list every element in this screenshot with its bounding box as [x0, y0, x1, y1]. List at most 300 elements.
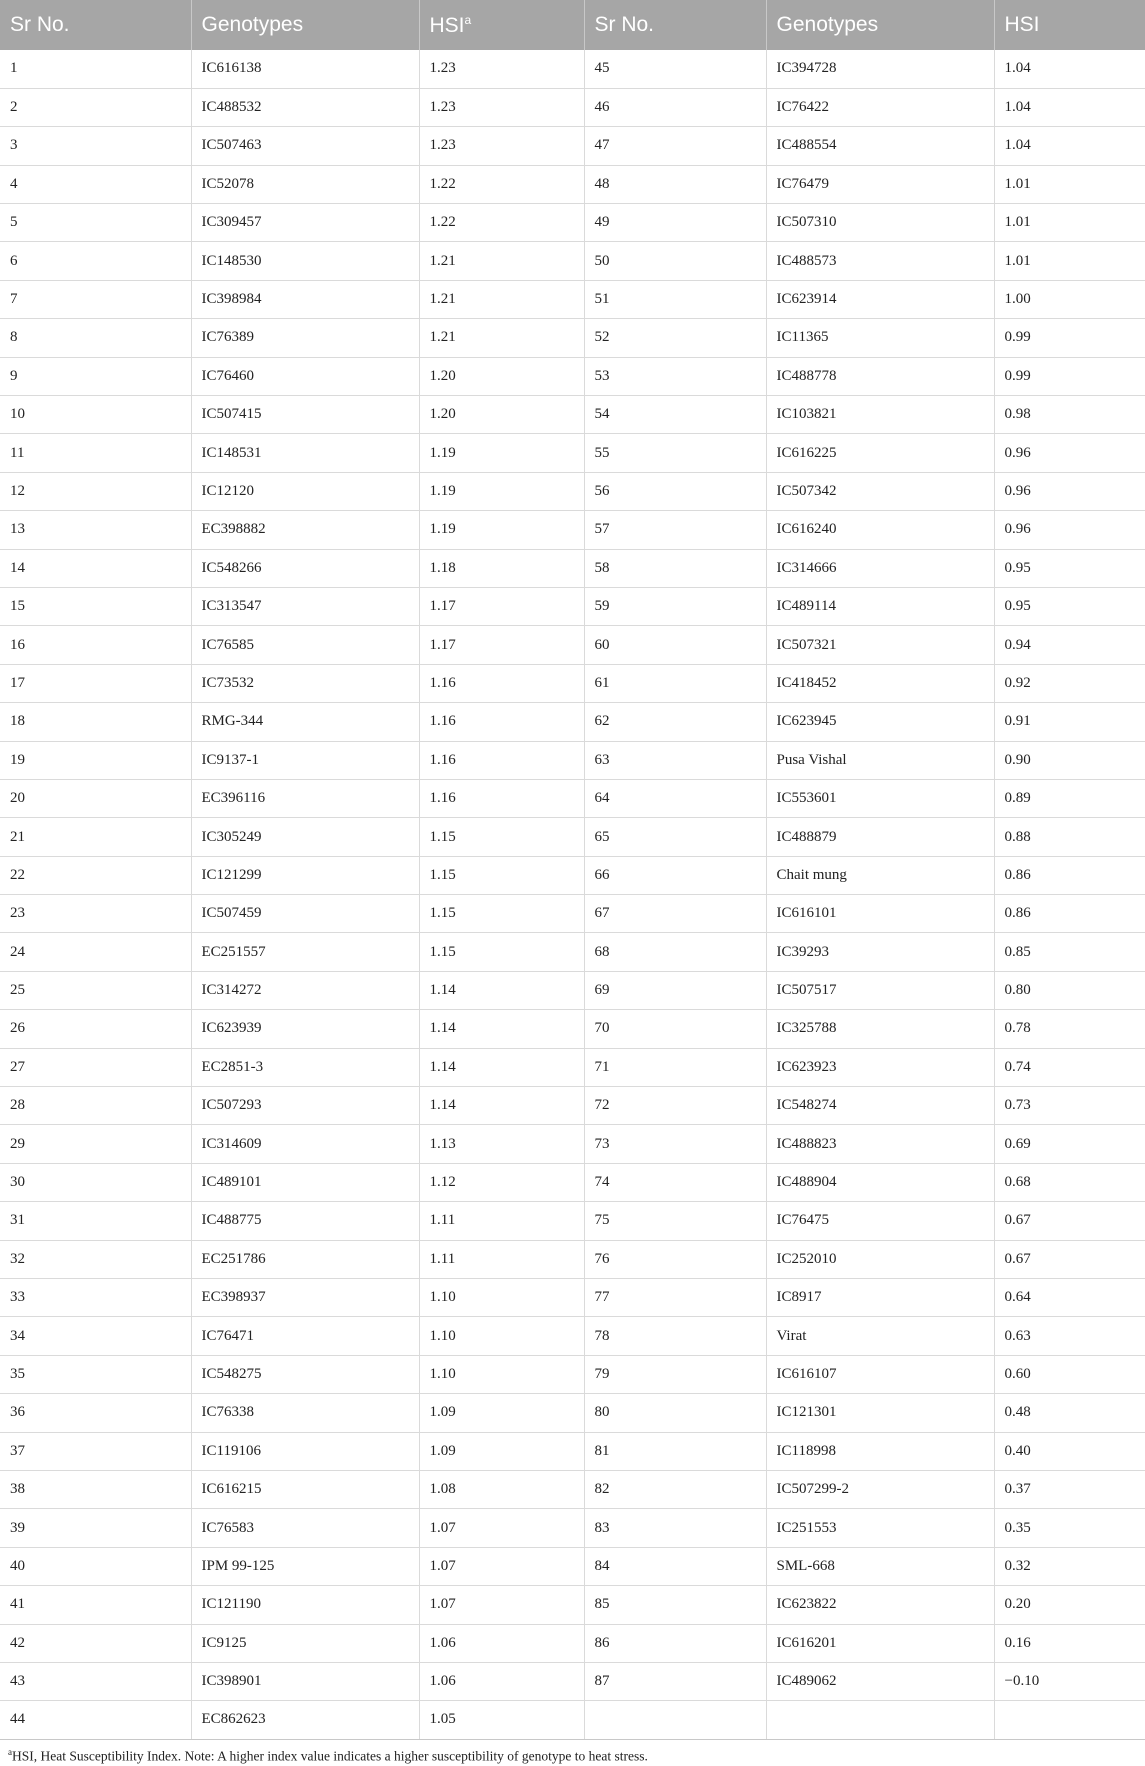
hsi-cell: 0.86: [994, 856, 1145, 894]
genotype-cell: IC314666: [766, 549, 994, 587]
header-sr-no-left: [0, 0, 191, 50]
genotype-cell: IC148531: [191, 434, 419, 472]
header-hsi-right: [994, 0, 1145, 50]
sr-no-cell: 18: [0, 703, 191, 741]
header-label: Genotypes: [201, 13, 304, 36]
sr-no-cell: 81: [584, 1432, 766, 1470]
hsi-cell: 0.68: [994, 1163, 1145, 1201]
hsi-cell: 1.21: [419, 280, 584, 318]
genotype-cell: IC76338: [191, 1394, 419, 1432]
sr-no-cell: 57: [584, 511, 766, 549]
genotype-cell: IC39293: [766, 933, 994, 971]
sr-no-cell: 35: [0, 1355, 191, 1393]
table-row: [0, 818, 1145, 856]
header-sr-no-right: [584, 0, 766, 50]
hsi-cell: 1.12: [419, 1163, 584, 1201]
genotype-cell: IC314272: [191, 971, 419, 1009]
genotype-cell: [766, 1701, 994, 1739]
sr-no-cell: 6: [0, 242, 191, 280]
genotype-cell: IC488554: [766, 127, 994, 165]
hsi-cell: 1.15: [419, 818, 584, 856]
sr-no-cell: 77: [584, 1279, 766, 1317]
genotype-cell: IC488904: [766, 1163, 994, 1201]
genotype-cell: IC623822: [766, 1586, 994, 1624]
genotype-cell: IC314609: [191, 1125, 419, 1163]
table-row: [0, 1624, 1145, 1662]
hsi-cell: 0.20: [994, 1586, 1145, 1624]
hsi-cell: 1.19: [419, 511, 584, 549]
table-row: [0, 1509, 1145, 1547]
sr-no-cell: [584, 1701, 766, 1739]
sr-no-cell: 80: [584, 1394, 766, 1432]
hsi-cell: 0.64: [994, 1279, 1145, 1317]
sr-no-cell: 47: [584, 127, 766, 165]
sr-no-cell: 26: [0, 1010, 191, 1048]
sr-no-cell: 5: [0, 204, 191, 242]
hsi-cell: 1.23: [419, 88, 584, 126]
genotype-cell: Virat: [766, 1317, 994, 1355]
table-row: [0, 1010, 1145, 1048]
genotype-cell: IC507299-2: [766, 1470, 994, 1508]
genotype-cell: IC488778: [766, 357, 994, 395]
genotype-cell: IC507342: [766, 472, 994, 510]
genotype-cell: IC548275: [191, 1355, 419, 1393]
sr-no-cell: 24: [0, 933, 191, 971]
sr-no-cell: 52: [584, 319, 766, 357]
table-row: [0, 703, 1145, 741]
hsi-cell: −0.10: [994, 1662, 1145, 1700]
genotype-cell: IC418452: [766, 664, 994, 702]
genotype-cell: IC548266: [191, 549, 419, 587]
sr-no-cell: 66: [584, 856, 766, 894]
genotype-cell: IC76422: [766, 88, 994, 126]
sr-no-cell: 50: [584, 242, 766, 280]
sr-no-cell: 51: [584, 280, 766, 318]
genotype-cell: IC488532: [191, 88, 419, 126]
hsi-cell: 1.07: [419, 1547, 584, 1585]
table-row: [0, 549, 1145, 587]
sr-no-cell: 13: [0, 511, 191, 549]
genotype-cell: IC76389: [191, 319, 419, 357]
hsi-cell: 1.01: [994, 204, 1145, 242]
hsi-cell: 1.14: [419, 971, 584, 1009]
sr-no-cell: 44: [0, 1701, 191, 1739]
sr-no-cell: 73: [584, 1125, 766, 1163]
hsi-cell: 1.04: [994, 50, 1145, 88]
genotype-cell: IC488823: [766, 1125, 994, 1163]
table-row: [0, 1432, 1145, 1470]
table-row: [0, 1701, 1145, 1739]
table-row: [0, 88, 1145, 126]
genotype-cell: IC121301: [766, 1394, 994, 1432]
hsi-cell: 0.35: [994, 1509, 1145, 1547]
genotype-cell: IC11365: [766, 319, 994, 357]
genotype-cell: EC2851-3: [191, 1048, 419, 1086]
hsi-cell: 1.09: [419, 1394, 584, 1432]
sr-no-cell: 30: [0, 1163, 191, 1201]
hsi-cell: 1.01: [994, 242, 1145, 280]
sr-no-cell: 23: [0, 895, 191, 933]
sr-no-cell: 45: [584, 50, 766, 88]
sr-no-cell: 54: [584, 396, 766, 434]
sr-no-cell: 64: [584, 779, 766, 817]
sr-no-cell: 25: [0, 971, 191, 1009]
hsi-cell: 1.10: [419, 1279, 584, 1317]
genotype-cell: IC8917: [766, 1279, 994, 1317]
table-row: [0, 511, 1145, 549]
genotype-cell: IC548274: [766, 1087, 994, 1125]
genotype-cell: IC507310: [766, 204, 994, 242]
hsi-cell: 1.19: [419, 434, 584, 472]
header-label: HSI: [429, 13, 465, 37]
hsi-cell: 0.40: [994, 1432, 1145, 1470]
sr-no-cell: 60: [584, 626, 766, 664]
hsi-cell: 1.22: [419, 165, 584, 203]
genotype-cell: IPM 99-125: [191, 1547, 419, 1585]
hsi-cell: 1.06: [419, 1662, 584, 1700]
genotype-cell: EC396116: [191, 779, 419, 817]
genotype-cell: IC616101: [766, 895, 994, 933]
hsi-cell: 1.14: [419, 1087, 584, 1125]
genotype-cell: IC251553: [766, 1509, 994, 1547]
genotype-cell: IC313547: [191, 587, 419, 625]
hsi-cell: 0.73: [994, 1087, 1145, 1125]
table-row: [0, 741, 1145, 779]
sr-no-cell: 53: [584, 357, 766, 395]
sr-no-cell: 72: [584, 1087, 766, 1125]
sr-no-cell: 15: [0, 587, 191, 625]
sr-no-cell: 33: [0, 1279, 191, 1317]
genotype-cell: IC398984: [191, 280, 419, 318]
table-row: [0, 587, 1145, 625]
table-row: [0, 779, 1145, 817]
hsi-cell: 0.99: [994, 319, 1145, 357]
sr-no-cell: 70: [584, 1010, 766, 1048]
hsi-cell: 1.14: [419, 1010, 584, 1048]
table-row: [0, 319, 1145, 357]
sr-no-cell: 22: [0, 856, 191, 894]
hsi-cell: 1.11: [419, 1240, 584, 1278]
hsi-cell: 1.00: [994, 280, 1145, 318]
header-label: Sr No.: [594, 13, 655, 36]
genotype-cell: RMG-344: [191, 703, 419, 741]
sr-no-cell: 85: [584, 1586, 766, 1624]
sr-no-cell: 27: [0, 1048, 191, 1086]
sr-no-cell: 41: [0, 1586, 191, 1624]
sr-no-cell: 43: [0, 1662, 191, 1700]
genotype-cell: IC103821: [766, 396, 994, 434]
table-row: [0, 895, 1145, 933]
genotype-cell: IC119106: [191, 1432, 419, 1470]
genotype-cell: EC862623: [191, 1701, 419, 1739]
header-label: Genotypes: [776, 13, 879, 36]
header-genotypes-right: [766, 0, 994, 50]
genotype-cell: IC616240: [766, 511, 994, 549]
sr-no-cell: 34: [0, 1317, 191, 1355]
hsi-cell: 1.16: [419, 664, 584, 702]
table-row: [0, 1125, 1145, 1163]
hsi-cell: 1.05: [419, 1701, 584, 1739]
genotype-cell: IC9137-1: [191, 741, 419, 779]
sr-no-cell: 48: [584, 165, 766, 203]
hsi-cell: 0.32: [994, 1547, 1145, 1585]
sr-no-cell: 61: [584, 664, 766, 702]
sr-no-cell: 56: [584, 472, 766, 510]
sr-no-cell: 82: [584, 1470, 766, 1508]
hsi-cell: 0.78: [994, 1010, 1145, 1048]
genotype-cell: IC488879: [766, 818, 994, 856]
hsi-cell: [994, 1701, 1145, 1739]
hsi-cell: 0.96: [994, 511, 1145, 549]
hsi-cell: 0.85: [994, 933, 1145, 971]
sr-no-cell: 11: [0, 434, 191, 472]
genotype-cell: IC489062: [766, 1662, 994, 1700]
hsi-cell: 1.08: [419, 1470, 584, 1508]
genotype-cell: IC616138: [191, 50, 419, 88]
table-row: [0, 664, 1145, 702]
hsi-cell: 1.07: [419, 1509, 584, 1547]
genotype-cell: IC76475: [766, 1202, 994, 1240]
hsi-cell: 1.15: [419, 895, 584, 933]
genotype-cell: IC305249: [191, 818, 419, 856]
genotype-cell: IC12120: [191, 472, 419, 510]
hsi-cell: 1.16: [419, 703, 584, 741]
sr-no-cell: 49: [584, 204, 766, 242]
sr-no-cell: 55: [584, 434, 766, 472]
table-row: [0, 856, 1145, 894]
table-row: [0, 396, 1145, 434]
sr-no-cell: 86: [584, 1624, 766, 1662]
genotype-cell: IC394728: [766, 50, 994, 88]
table-row: [0, 1470, 1145, 1508]
hsi-cell: 1.20: [419, 396, 584, 434]
hsi-cell: 0.91: [994, 703, 1145, 741]
sr-no-cell: 63: [584, 741, 766, 779]
genotype-cell: IC616201: [766, 1624, 994, 1662]
genotype-cell: IC488775: [191, 1202, 419, 1240]
genotype-cell: IC507459: [191, 895, 419, 933]
sr-no-cell: 19: [0, 741, 191, 779]
hsi-cell: 0.95: [994, 587, 1145, 625]
hsi-cell: 0.86: [994, 895, 1145, 933]
table-header: [0, 0, 1145, 50]
genotype-cell: IC118998: [766, 1432, 994, 1470]
hsi-cell: 0.94: [994, 626, 1145, 664]
hsi-cell: 0.96: [994, 472, 1145, 510]
sr-no-cell: 3: [0, 127, 191, 165]
hsi-cell: 1.23: [419, 127, 584, 165]
table-row: [0, 434, 1145, 472]
hsi-cell: 0.74: [994, 1048, 1145, 1086]
sr-no-cell: 65: [584, 818, 766, 856]
sr-no-cell: 68: [584, 933, 766, 971]
genotype-cell: IC623914: [766, 280, 994, 318]
genotype-cell: IC52078: [191, 165, 419, 203]
sr-no-cell: 12: [0, 472, 191, 510]
sr-no-cell: 36: [0, 1394, 191, 1432]
genotype-cell: IC507517: [766, 971, 994, 1009]
genotype-cell: IC76460: [191, 357, 419, 395]
hsi-cell: 1.20: [419, 357, 584, 395]
hsi-cell: 1.16: [419, 779, 584, 817]
sr-no-cell: 79: [584, 1355, 766, 1393]
hsi-cell: 1.04: [994, 88, 1145, 126]
genotype-cell: IC76585: [191, 626, 419, 664]
table-row: [0, 1355, 1145, 1393]
sr-no-cell: 40: [0, 1547, 191, 1585]
hsi-cell: 0.37: [994, 1470, 1145, 1508]
hsi-cell: 1.11: [419, 1202, 584, 1240]
genotype-cell: IC76479: [766, 165, 994, 203]
sr-no-cell: 39: [0, 1509, 191, 1547]
header-hsi-left: [419, 0, 584, 50]
genotype-cell: IC488573: [766, 242, 994, 280]
table-row: [0, 165, 1145, 203]
sr-no-cell: 75: [584, 1202, 766, 1240]
table-row: [0, 1163, 1145, 1201]
hsi-cell: 1.15: [419, 856, 584, 894]
genotype-cell: IC616215: [191, 1470, 419, 1508]
sr-no-cell: 2: [0, 88, 191, 126]
sr-no-cell: 42: [0, 1624, 191, 1662]
table-row: [0, 280, 1145, 318]
table-row: [0, 626, 1145, 664]
table-row: [0, 933, 1145, 971]
sr-no-cell: 7: [0, 280, 191, 318]
table-row: [0, 1586, 1145, 1624]
header-genotypes-left: [191, 0, 419, 50]
sr-no-cell: 10: [0, 396, 191, 434]
hsi-cell: 0.48: [994, 1394, 1145, 1432]
sr-no-cell: 74: [584, 1163, 766, 1201]
genotype-cell: IC121190: [191, 1586, 419, 1624]
genotype-cell: IC9125: [191, 1624, 419, 1662]
table-row: [0, 1547, 1145, 1585]
hsi-cell: 1.09: [419, 1432, 584, 1470]
genotype-cell: IC76471: [191, 1317, 419, 1355]
sr-no-cell: 58: [584, 549, 766, 587]
hsi-cell: 0.90: [994, 741, 1145, 779]
hsi-cell: 0.92: [994, 664, 1145, 702]
hsi-cell: 1.21: [419, 319, 584, 357]
sr-no-cell: 8: [0, 319, 191, 357]
header-row: [0, 0, 1145, 50]
hsi-cell: 0.67: [994, 1202, 1145, 1240]
hsi-cell: 1.14: [419, 1048, 584, 1086]
genotype-cell: IC623939: [191, 1010, 419, 1048]
sr-no-cell: 21: [0, 818, 191, 856]
hsi-cell: 1.18: [419, 549, 584, 587]
sr-no-cell: 38: [0, 1470, 191, 1508]
table-row: [0, 1279, 1145, 1317]
table-row: [0, 1202, 1145, 1240]
sr-no-cell: 62: [584, 703, 766, 741]
hsi-cell: 0.60: [994, 1355, 1145, 1393]
table-row: [0, 1048, 1145, 1086]
footnote-marker: a: [8, 1747, 12, 1757]
genotype-cell: EC398937: [191, 1279, 419, 1317]
genotype-cell: IC507321: [766, 626, 994, 664]
sr-no-cell: 31: [0, 1202, 191, 1240]
genotype-cell: IC489114: [766, 587, 994, 625]
hsi-cell: 0.16: [994, 1624, 1145, 1662]
sr-no-cell: 28: [0, 1087, 191, 1125]
genotype-cell: IC507293: [191, 1087, 419, 1125]
sr-no-cell: 67: [584, 895, 766, 933]
hsi-cell: 1.22: [419, 204, 584, 242]
sr-no-cell: 4: [0, 165, 191, 203]
sr-no-cell: 16: [0, 626, 191, 664]
sr-no-cell: 78: [584, 1317, 766, 1355]
header-label: HSI: [1004, 13, 1040, 36]
genotype-cell: IC489101: [191, 1163, 419, 1201]
genotype-cell: IC616107: [766, 1355, 994, 1393]
genotype-cell: IC623923: [766, 1048, 994, 1086]
hsi-cell: 0.98: [994, 396, 1145, 434]
sr-no-cell: 20: [0, 779, 191, 817]
sr-no-cell: 14: [0, 549, 191, 587]
hsi-cell: 1.16: [419, 741, 584, 779]
genotype-cell: IC507463: [191, 127, 419, 165]
genotype-cell: IC148530: [191, 242, 419, 280]
hsi-cell: 0.67: [994, 1240, 1145, 1278]
genotype-cell: EC398882: [191, 511, 419, 549]
table-row: [0, 1394, 1145, 1432]
hsi-cell: 0.96: [994, 434, 1145, 472]
hsi-cell: 1.06: [419, 1624, 584, 1662]
table-row: [0, 204, 1145, 242]
header-footnote-marker: a: [464, 12, 472, 27]
genotype-cell: IC507415: [191, 396, 419, 434]
sr-no-cell: 17: [0, 664, 191, 702]
genotype-cell: IC73532: [191, 664, 419, 702]
sr-no-cell: 59: [584, 587, 766, 625]
sr-no-cell: 46: [584, 88, 766, 126]
hsi-cell: 1.23: [419, 50, 584, 88]
genotype-cell: IC76583: [191, 1509, 419, 1547]
genotype-cell: Chait mung: [766, 856, 994, 894]
genotype-cell: IC553601: [766, 779, 994, 817]
sr-no-cell: 87: [584, 1662, 766, 1700]
genotype-cell: IC121299: [191, 856, 419, 894]
hsi-cell: 1.17: [419, 587, 584, 625]
header-label: Sr No.: [10, 13, 70, 36]
genotype-cell: Pusa Vishal: [766, 741, 994, 779]
sr-no-cell: 69: [584, 971, 766, 1009]
hsi-cell: 1.07: [419, 1586, 584, 1624]
sr-no-cell: 29: [0, 1125, 191, 1163]
hsi-cell: 1.21: [419, 242, 584, 280]
table-row: [0, 50, 1145, 88]
genotype-cell: IC325788: [766, 1010, 994, 1048]
sr-no-cell: 83: [584, 1509, 766, 1547]
table-row: [0, 1087, 1145, 1125]
hsi-cell: 0.63: [994, 1317, 1145, 1355]
hsi-cell: 0.99: [994, 357, 1145, 395]
hsi-cell: 0.89: [994, 779, 1145, 817]
table-body: [0, 50, 1145, 1739]
hsi-cell: 0.80: [994, 971, 1145, 1009]
sr-no-cell: 37: [0, 1432, 191, 1470]
hsi-cell: 0.95: [994, 549, 1145, 587]
sr-no-cell: 9: [0, 357, 191, 395]
hsi-cell: 0.69: [994, 1125, 1145, 1163]
table-row: [0, 242, 1145, 280]
hsi-cell: 1.04: [994, 127, 1145, 165]
sr-no-cell: 71: [584, 1048, 766, 1086]
sr-no-cell: 76: [584, 1240, 766, 1278]
hsi-cell: 1.15: [419, 933, 584, 971]
